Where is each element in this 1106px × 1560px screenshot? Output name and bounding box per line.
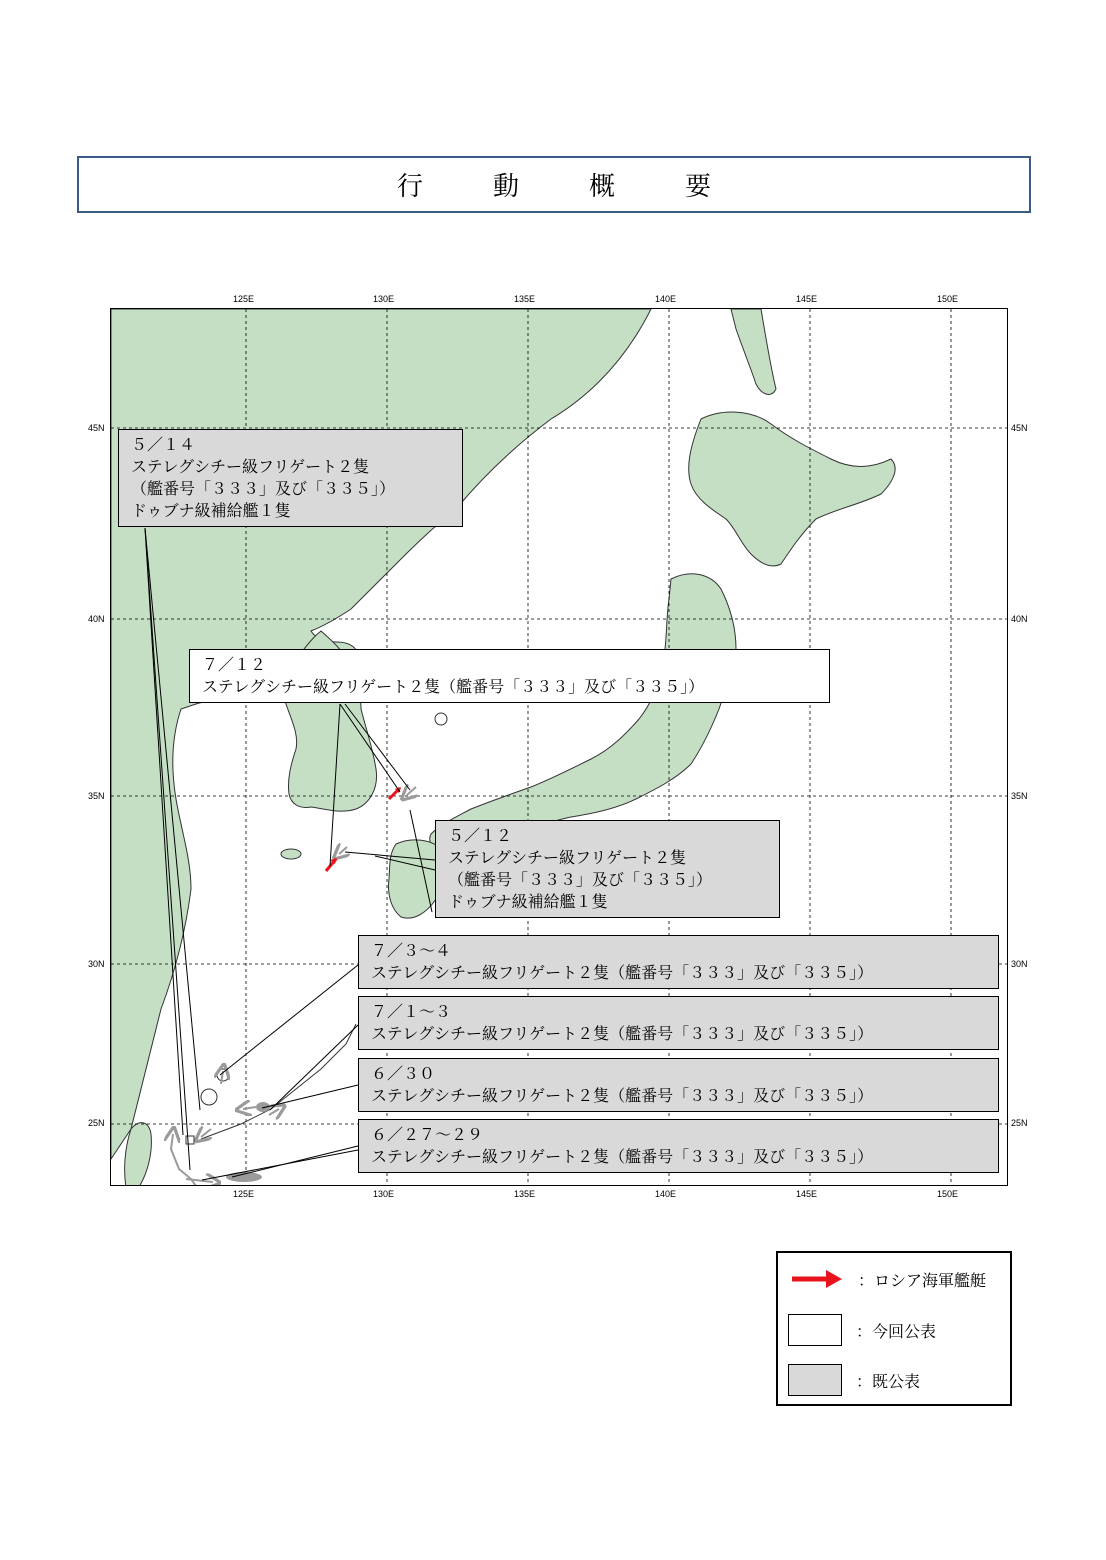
title-box <box>77 156 1031 213</box>
gray-area-2 <box>226 1172 262 1182</box>
lon-tick-top-125: 125E <box>233 294 255 304</box>
callout-line: ステレグシチー級フリゲート２隻 <box>448 848 687 867</box>
page-title: 行 動 概 要 <box>396 172 733 202</box>
lon-tick-bottom-125: 125E <box>233 1189 255 1199</box>
callout-may14 <box>118 429 463 527</box>
callout-line: ステレグシチー級フリゲート２隻 <box>131 457 370 476</box>
callout-date: ５／１２ <box>448 826 513 845</box>
legend-label: ：ロシア海軍艦艇 <box>858 1270 987 1290</box>
callout-jun30 <box>358 1058 999 1112</box>
honshu <box>430 574 736 848</box>
ryukyu-chain <box>201 1024 356 1139</box>
lon-tick-bottom-135: 135E <box>514 1189 536 1199</box>
lat-tick-left-40: 40N <box>88 614 105 624</box>
callout-jun27-29 <box>358 1119 999 1173</box>
island-oki <box>435 713 447 725</box>
callout-date: ６／３０ <box>371 1064 436 1083</box>
lon-tick-top-145: 145E <box>796 294 818 304</box>
gray-marker <box>186 1136 194 1144</box>
lon-tick-bottom-130: 130E <box>373 1189 395 1199</box>
lon-tick-top-140: 140E <box>655 294 677 304</box>
lat-tick-right-30: 30N <box>1011 959 1028 969</box>
lat-tick-right-45: 45N <box>1011 423 1028 433</box>
white-swatch <box>788 1314 842 1346</box>
gray-area-1 <box>256 1102 270 1112</box>
callout-line: ドゥブナ級補給艦１隻 <box>131 501 291 520</box>
callout-date: ７／３～４ <box>371 941 452 960</box>
lat-tick-right-25: 25N <box>1011 1118 1028 1128</box>
lon-tick-bottom-150: 150E <box>937 1189 959 1199</box>
gray-swatch <box>788 1364 842 1396</box>
lon-tick-bottom-145: 145E <box>796 1189 818 1199</box>
callout-date: ７／１～３ <box>371 1002 452 1021</box>
callout-line: ステレグシチー級フリゲート２隻（艦番号「３３３」及び「３３５」） <box>371 963 874 982</box>
lat-tick-left-45: 45N <box>88 423 105 433</box>
legend-label: ：既公表 <box>856 1371 921 1391</box>
sakhalin <box>731 309 776 394</box>
lon-tick-top-135: 135E <box>514 294 536 304</box>
lat-tick-left-30: 30N <box>88 959 105 969</box>
red-arrow-icon <box>788 1267 844 1291</box>
lon-tick-top-130: 130E <box>373 294 395 304</box>
callout-date: ５／１４ <box>131 435 196 454</box>
lat-tick-left-35: 35N <box>88 791 105 801</box>
legend <box>776 1251 1012 1406</box>
callout-jul1-3 <box>358 996 999 1050</box>
lat-tick-left-25: 25N <box>88 1118 105 1128</box>
legend-item-previously-released <box>788 1364 920 1396</box>
lon-tick-top-150: 150E <box>937 294 959 304</box>
callout-line: ドゥブナ級補給艦１隻 <box>448 892 608 911</box>
lon-tick-bottom-140: 140E <box>655 1189 677 1199</box>
callout-line: （艦番号「３３３」及び「３３５」） <box>448 870 713 889</box>
legend-item-russian-navy <box>788 1267 986 1291</box>
legend-label: ：今回公表 <box>856 1321 937 1341</box>
island-1 <box>201 1089 217 1105</box>
jeju-island <box>281 849 301 859</box>
callout-may12 <box>435 820 780 918</box>
hokkaido <box>689 412 895 566</box>
lat-tick-right-40: 40N <box>1011 614 1028 624</box>
callout-date: ６／２７～２９ <box>371 1125 484 1144</box>
callout-line: ステレグシチー級フリゲート２隻（艦番号「３３３」及び「３３５」） <box>202 677 705 696</box>
callout-line: ステレグシチー級フリゲート２隻（艦番号「３３３」及び「３３５」） <box>371 1024 874 1043</box>
legend-item-this-release <box>788 1314 936 1346</box>
callout-line: ステレグシチー級フリゲート２隻（艦番号「３３３」及び「３３５」） <box>371 1086 874 1105</box>
callout-line: （艦番号「３３３」及び「３３５」） <box>131 479 396 498</box>
callout-jul12 <box>189 649 830 703</box>
callout-date: ７／１２ <box>202 655 267 674</box>
callout-line: ステレグシチー級フリゲート２隻（艦番号「３３３」及び「３３５」） <box>371 1147 874 1166</box>
lat-tick-right-35: 35N <box>1011 791 1028 801</box>
callout-jul3-4 <box>358 935 999 989</box>
